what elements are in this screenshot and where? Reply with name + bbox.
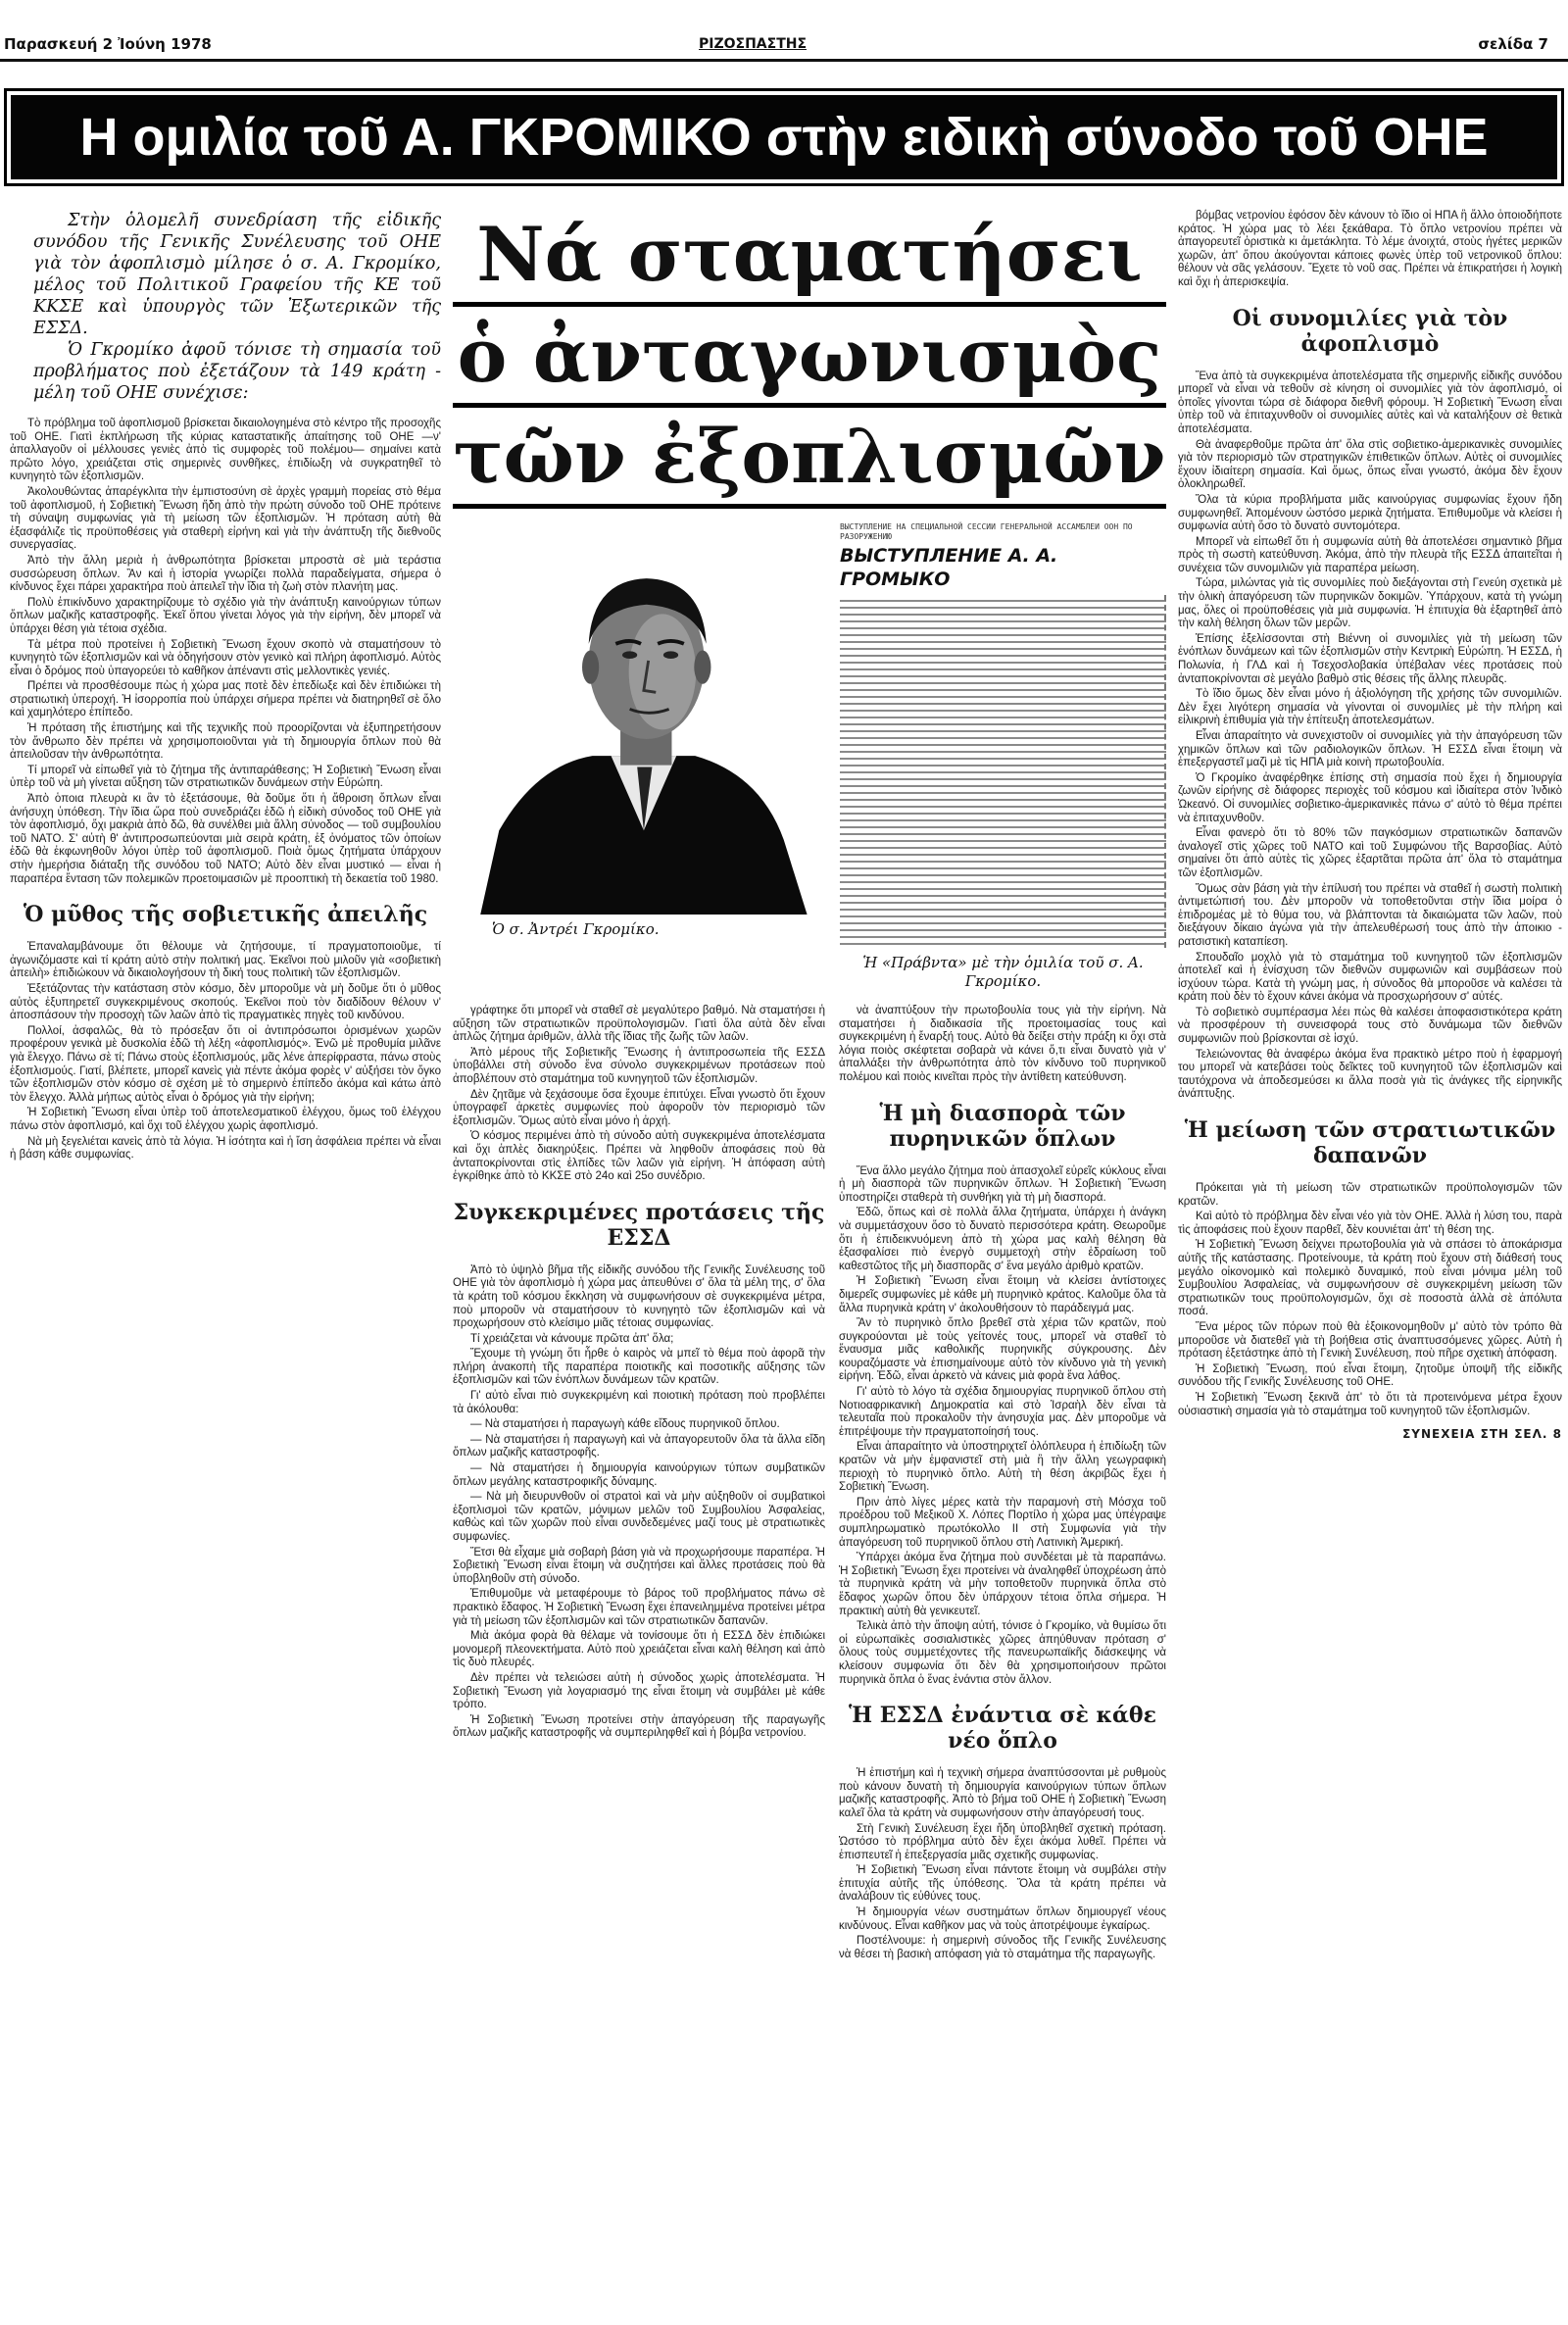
portrait-photo [453,522,830,991]
article-paragraph: Ὅμως σὰν βάση γιὰ τὴν ἐπίλυσή του πρέπει νὰ σταθεῖ ἡ σωστὴ πολιτικὴ ἀντιμετώπισή του. Δὲν μποροῦν νὰ τοποθετοῦνται στὴν ἴδια μοίρα ὁ ἐπιδρομέας μὲ τὸ θύμα του, νὰ βλάπτονται τὰ δικαιώματα τῶν λαῶν, ποὺ διεξάγουν δίκαιο ἀγώνα γιὰ τὴν ἀπελευθέρωσή τους ἀπὸ τὴν ἀποικιο - ρατσιστικὴ καταπίεση. [1178,882,1562,948]
article-paragraph: Ἡ Σοβιετικὴ Ἕνωση προτείνει στὴν ἀπαγόρευση τῆς παραγωγῆς ὅπλων μαζικῆς καταστροφῆς νὰ συμπεριληφθεῖ καὶ ἡ βόμβα νετρονίου. [453,1713,825,1740]
article-paragraph: Ἕνα μέρος τῶν πόρων ποὺ θὰ ἐξοικονομηθοῦν μ' αὐτὸ τὸν τρόπο θὰ μποροῦσε νὰ διατεθεῖ γιὰ τὴ βοήθεια στὶς ἀναπτυσσόμενες χῶρες. Αὐτὴ ἡ πρόταση ἐξετάστηκε ἀπὸ τὴ Γενικὴ Συνέλευση, ποὺ πῆρε σχετικὴ ἀπόφαση. [1178,1320,1562,1360]
continued-on-page-link[interactable]: ΣΥΝΕΧΕΙΑ ΣΤΗ ΣΕΛ. 8 [1402,1427,1562,1442]
article-paragraph: Ἡ δημιουργία νέων συστημάτων ὅπλων δημιουργεῖ νέους κινδύνους. Εἶναι καθῆκον μας νὰ τοὺς ἀποτρέψουμε ἐγκαίρως. [839,1906,1166,1932]
column-4 [1178,210,1562,1442]
article-paragraph: Δὲν πρέπει νὰ τελειώσει αὐτὴ ἡ σύνοδος χωρὶς ἀποτελέσματα. Ἡ Σοβιετικὴ Ἕνωση γιὰ λογαριασμό της εἶναι ἕτοιμη νὰ συμβάλει μὲ κάθε τρόπο. [453,1671,825,1711]
article-paragraph: νὰ ἀναπτύξουν τὴν πρωτοβουλία τους γιὰ τὴν εἰρήνη. Νὰ σταματήσει ἡ διαδικασία τῆς προετοιμασίας τους καὶ συγκεκριμένη ἡ ἔναρξή τους. Αὐτὸ θὰ δείξει στὴν πράξη κι ὄχι στὰ λόγια ποιὸς σκέφτεται σοβαρὰ νὰ κάνει ὅ,τι εἶναι δυνατὸ γιὰ ν' ἀπαλλάξει τὴν ἀνθρωπότητα ἀπὸ τὸν κίνδυνο τοῦ πυρηνικοῦ πολέμου καὶ ποιὸς κινεῖται πρὸς τὴν ἀντίθετη κατεύθυνση. [839,1005,1166,1083]
article-paragraph: Ὁ Γκρομίκο ἀναφέρθηκε ἐπίσης στὴ σημασία ποὺ ἔχει ἡ δημιουργία ζωνῶν εἰρήνης σὲ διάφορες περιοχὲς τοῦ κόσμου καὶ ἰδιαίτερα στὸν Ἰνδικὸ Ὠκεανό. Οἱ συνομιλίες σοβιετικο-ἀμερικανικὲς πάνω σ' αὐτὸ τὸ θέμα πρέπει νὰ ἐπιταχυνθοῦν. [1178,771,1562,824]
article-paragraph: γράφτηκε ὅτι μπορεῖ νὰ σταθεῖ σὲ μεγαλύτερο βαθμό. Νὰ σταματήσει ἡ αὔξηση τῶν στρατιωτικῶν προϋπολογισμῶν. Γιατὶ ὅλα αὐτὰ δὲν εἶναι ἁπλῶς ζήτημα ἀριθμῶν, ἀλλὰ τῆς ἴδιας τῆς ζωῆς τῶν λαῶν. [453,1005,825,1044]
article-paragraph: Νὰ μὴ ξεγελιέται κανεὶς ἀπὸ τὰ λόγια. Ἡ ἰσότητα καὶ ἡ ἴση ἀσφάλεια πρέπει νὰ εἶναι ἡ βάση κάθε συμφωνίας. [10,1135,441,1162]
article-paragraph: Ἕνα ἄλλο μεγάλο ζήτημα ποὺ ἀπασχολεῖ εὐρεῖς κύκλους εἶναι ἡ μὴ διασπορὰ τῶν πυρηνικῶν ὅπλων. Ἡ Σοβιετικὴ Ἕνωση ὑποστηρίζει σταθερὰ τὴ συνθήκη γιὰ τὴ μὴ διασπορά. [839,1164,1166,1204]
article-paragraph: Πολλοί, ἀσφαλῶς, θὰ τὸ πρόσεξαν ὅτι οἱ ἀντιπρόσωποι ὁρισμένων χωρῶν προφέρουν γενικὰ μὲ δυσκολία ἐδῶ τὴ λέξη «ἀφοπλισμός». Ἐνῶ μὲ προθυμία μιλᾶνε γιὰ ἔλεγχο. Πάνω σὲ τί; Πάνω στοὺς ἐξοπλισμούς, μᾶς λένε ἀπερίφραστα, πάνω στοὺς ἐξοπλισμούς. Γιατί, βλέπετε, μπορεῖ κανεὶς γιὰ πέντε ἀκόμα φορὲς ν' αὐξήσει τὸν ὄγκο τῶν ἐξοπλισμῶν στὸν κόσμο σὲ σχέση μὲ τὸ σημερινὸ ἐπίπεδο ἀκόμα καὶ κάτω ἀπὸ τὸν ἔλεγχο. Ἀλλὰ μήπως αὐτὸς εἶναι ὁ δρόμος γιὰ τὴν εἰρήνη; [10,1024,441,1104]
article-paragraph: Μπορεῖ νὰ εἰπωθεῖ ὅτι ἡ συμφωνία αὐτὴ θὰ ἀποτελέσει σημαντικὸ βῆμα πρὸς τὴ σωστὴ κατεύθυνση. Ἀκόμα, ἀπὸ τὴν πλευρὰ τῆς ΕΣΣΔ ἀπαιτεῖται ἡ συνέχεια τῶν συνομιλιῶν γιὰ παραπέρα μείωση. [1178,535,1562,574]
headline-line: τῶν ἐξοπλισμῶν [453,413,1166,500]
masthead [0,29,1568,69]
subheading-soviet-threat-myth: Ὁ μῦθος τῆς σοβιετικῆς ἀπειλῆς [23,902,428,928]
article-paragraph: Πρέπει νὰ προσθέσουμε πὼς ἡ χώρα μας ποτὲ δὲν ἐπεδίωξε καὶ δὲν ἐπιδιώκει τὴ στρατιωτικὴ ὑπεροχή. Ἡ ἰσορροπία ποὺ ὑπάρχει σήμερα πρέπει νὰ διατηρηθεῖ σὲ ὅλο καὶ χαμηλότερο ἐπίπεδο. [10,680,441,719]
subheading-military-spending-cut: Ἡ μείωση τῶν στρατιωτικῶν δαπανῶν [1184,1117,1556,1169]
column-1-body [10,418,441,886]
subheading-against-new-weapons: Ἡ ΕΣΣΔ ἐνάντια σὲ κάθε νέο ὅπλο [849,1703,1156,1755]
article-paragraph: Τελικὰ ἀπὸ τὴν ἄποψη αὐτή, τόνισε ὁ Γκρομίκο, νὰ θυμίσω ὅτι οἱ εὐρωπαϊκὲς σοσιαλιστικὲς χῶρες ἀπηύθυναν πρόταση σ' ὅλους τοὺς συμμετέχοντες τῆς πανευρωπαϊκῆς διάσκεψης νὰ κλείσουν συμφωνία ὅτι δὲν θὰ χρησιμοποιήσουν πρῶτοι πυρηνικὰ ὅπλα ὁ ἕνας ἐνάντια στὸν ἄλλον. [839,1620,1166,1686]
article-paragraph: — Νὰ σταματήσει ἡ παραγωγὴ κάθε εἴδους πυρηνικοῦ ὅπλου. [470,1418,780,1431]
photo-caption: Ὁ σ. Ἀντρέι Γκρομίκο. [492,920,660,938]
column-2 [453,1005,825,1963]
page-columns [0,186,1568,1963]
article-paragraph: Ἐδῶ, ὅπως καὶ σὲ πολλὰ ἄλλα ζητήματα, ὑπάρχει ἡ ἀνάγκη νὰ συμμετάσχουν ὅσο τὸ δυνατὸ περισσότερα κράτη. Θεωροῦμε ὅτι ἡ ἐπιδεικνυόμενη ἀπὸ τὴ χώρα μας καλὴ θέληση θὰ ἐξασφαλίσει πιὸ ἐνεργὸ συμμετοχὴ στὴν ἑδραίωση τοῦ καθεστῶτος τῆς μὴ διασπορᾶς σ' ἕνα μεγάλο ἀριθμὸ κρατῶν. [839,1207,1166,1272]
article-paragraph: Ἡ Σοβιετικὴ Ἕνωση εἶναι πάντοτε ἕτοιμη νὰ συμβάλει στὴν ἐπιτυχία αὐτῆς τῆς ὑπόθεσης. Ὅλα τὰ κράτη πρέπει νὰ ἀναλάβουν τὶς εὐθύνες τους. [839,1864,1166,1904]
article-paragraph: Τώρα, μιλώντας γιὰ τὶς συνομιλίες ποὺ διεξάγονται στὴ Γενεύη σχετικὰ μὲ τὴν ὁλικὴ ἀπαγόρευση τῶν πυρηνικῶν δοκιμῶν. Ὑπάρχουν, κατὰ τὴ γνώμη μας, ὅλες οἱ προϋποθέσεις γιὰ μιὰ συμφωνία. Ἡ ἐπιτυχία θὰ ἐξαρτηθεῖ ἀπὸ τὴν καλὴ θέληση ὅλων τῶν μερῶν. [1178,577,1562,630]
column-1 [10,418,441,1162]
column-2-body [453,1005,825,1184]
article-paragraph: Εἶναι ἀπαραίτητο νὰ ὑποστηριχτεῖ ὁλόπλευρα ἡ ἐπιδίωξη τῶν κρατῶν νὰ μὴν ἐμφανιστεῖ στὴ μιὰ ἢ τὴν ἄλλη γεωγραφικὴ περιοχὴ τὸ πυρηνικὸ ὅπλο. Αὐτὴ τὴ θέση ἀκριβῶς ἔχει ἡ Σοβιετικὴ Ἕνωση. [839,1441,1166,1494]
article-paragraph: Τὸ πρόβλημα τοῦ ἀφοπλισμοῦ βρίσκεται δικαιολογημένα στὸ κέντρο τῆς προσοχῆς τοῦ ΟΗΕ. Γιατὶ ἐκπλήρωση τῆς κύριας καταστατικῆς ἀπαίτησης τοῦ ΟΗΕ —ν' ἀπαλλαγοῦν οἱ μέλλουσες γενιὲς ἀπὸ τὶς συμφορὲς τοῦ πολέμου— σημαίνει κατὰ πρῶτο λόγο, χρειάζεται στὶς σημερινὲς συνθῆκες, ἐπιδίωξη νὰ συγκρατηθεῖ τὸ κυνηγητὸ τῶν ἐξοπλισμῶν. [10,418,441,483]
column-3 [839,1005,1166,1963]
article-paragraph: Ἡ ἐπιστήμη καὶ ἡ τεχνικὴ σήμερα ἀναπτύσσονται μὲ ρυθμοὺς ποὺ κάνουν δυνατὴ τὴ δημιουργία καινούργιων τύπων ὅπλων μαζικῆς καταστροφῆς. Ἀπὸ τὸ βήμα τοῦ ΟΗΕ ἡ Σοβιετικὴ Ἕνωση καλεῖ ὅλα τὰ κράτη νὰ συμφωνήσουν στὴν ἀπαγόρευσή τους. [839,1767,1166,1819]
subheading-non-proliferation: Ἡ μὴ διασπορὰ τῶν πυρηνικῶν ὅπλων [879,1100,1126,1152]
headline-rule [453,403,1166,408]
newspaper-name: ΡΙΖΟΣΠΑΣΤΗΣ [699,36,808,52]
article-paragraph: Ὅλα τὰ κύρια προβλήματα μιᾶς καινούργιας συμφωνίας ἔχουν ἤδη συμφωνηθεῖ. Ἀπομένουν ὡστόσο μερικὰ ζητήματα. Ἐπιθυμοῦμε νὰ κλείσει ἡ συμφωνία αὐτὴ ὅσο τὸ δυνατὸ συντομότερα. [1178,493,1562,533]
article-paragraph: Εἶναι ἀπαραίτητο νὰ συνεχιστοῦν οἱ συνομιλίες γιὰ τὴν ἀπαγόρευση τῶν χημικῶν ὅπλων καὶ τῶν ραδιολογικῶν ὅπλων. Ἡ ΕΣΣΔ εἶναι ἕτοιμη νὰ ἐπεξεργαστεῖ μαζὶ μὲ τὶς ΗΠΑ μιὰ κοινὴ πρωτοβουλία. [1178,730,1562,769]
article-paragraph: Ἕνα ἀπὸ τὰ συγκεκριμένα ἀποτελέσματα τῆς σημερινῆς εἰδικῆς συνόδου μπορεῖ νὰ εἶναι νὰ τεθοῦν σὲ κίνηση οἱ συνομιλίες γιὰ τὸν ἀφοπλισμό, οἱ ὁποῖες γίνονται τώρα σὲ διάφορα διεθνῆ φόρουμ. Ἡ Σοβιετικὴ Ἕνωση εἶναι ὑπὲρ τοῦ νὰ ἐπιταχυνθοῦν οἱ συνομιλίες αὐτὲς καὶ νὰ καταλήξουν σὲ θετικὰ ἀποτελέσματα. [1178,370,1562,435]
article-paragraph: Τελειώνοντας θὰ ἀναφέρω ἀκόμα ἕνα πρακτικὸ μέτρο ποὺ ἡ ἐφαρμογή του μπορεῖ νὰ κατεβάσει τοὺς δεῖκτες τοῦ κυνηγητοῦ τῶν ἐξοπλισμῶν καὶ ταυτόχρονα νὰ ἀποδεσμεύσει κι ἄλλα ποσὰ γιὰ τὶς ἀνάγκες τῆς εἰρηνικῆς ἀνάπτυξης. [1178,1048,1562,1101]
article-paragraph: Δὲν ζητᾶμε νὰ ξεχάσουμε ὅσα ἔχουμε ἐπιτύχει. Εἶναι γνωστὸ ὅτι ἔχουν ὑπογραφεῖ ἀρκετὲς συμφωνίες ποὺ ἀφοροῦν τὸν περιορισμὸ τῶν ἐξοπλισμῶν. Ὅμως αὐτὸ εἶναι μόνο ἡ ἀρχή. [453,1088,825,1127]
portrait-image [453,522,830,915]
issue-date: Παρασκευή 2 Ἰούνη 1978 [4,35,212,53]
article-paragraph: Ἂν τὸ πυρηνικὸ ὅπλο βρεθεῖ στὰ χέρια τῶν κρατῶν, ποὺ συγκρούονται μὲ τοὺς γείτονές τους, μπορεῖ νὰ σταθεῖ τὸ ἔναυσμα μιᾶς καθολικῆς πυρηνικῆς σύγκρουσης. Δὲν κουραζόμαστε νὰ ἐπισημαίνουμε αὐτὸ τὸν κίνδυνο γιὰ τὴ γενικὴ εἰρήνη. Ἐδῶ, εἶναι ἀρκετὸ νὰ κάνεις μιὰ φορὰ ἕνα λάθος. [839,1317,1166,1383]
article-paragraph: Σπουδαῖο μοχλὸ γιὰ τὸ σταμάτημα τοῦ κυνηγητοῦ τῶν ἐξοπλισμῶν ἀποτελεῖ καὶ ἡ ἐνίσχυση τῶν διεθνῶν συμφωνιῶν καὶ συμβάσεων ποὺ ἰσχύουν τώρα. Κατὰ τὴ γνώμη μας, ἡ σύνοδος θὰ μποροῦσε νὰ καλέσει τὰ κράτη ποὺ δὲν τὸ ἔχουν κάνει ἀκόμα νὰ προσχωρήσουν σ' αὐτές. [1178,951,1562,1004]
article-paragraph: Ἐπαναλαμβάνουμε ὅτι θέλουμε νὰ ζητήσουμε, τί πραγματοποιοῦμε, τί ἀγωνιζόμαστε καὶ τί κράτη αὐτὸ στὴν πολιτική μας. Ἐκεῖνοι ποὺ μιλοῦν γιὰ «σοβιετικὴ ἀπειλὴ» ἐπιδιώκουν νὰ δικαιολογήσουν τὴ δική τους πολιτικὴ τῶν ἐξοπλισμῶν. [10,941,441,980]
article-paragraph: Ὑπάρχει ἀκόμα ἕνα ζήτημα ποὺ συνδέεται μὲ τὰ παραπάνω. Ἡ Σοβιετικὴ Ἕνωση ἔχει προτείνει νὰ ἀναληφθεῖ ὑποχρέωση ἀπὸ τὰ πυρηνικὰ κράτη νὰ μὴν τοποθετοῦν πυρηνικὰ ὅπλα στὸ ἔδαφος χωρῶν ὅπου δὲν ὑπάρχουν τέτοια ὅπλα σήμερα. Ἡ πρακτικὴ αὐτὴ θὰ γενικευτεῖ. [839,1552,1166,1617]
article-paragraph: — Νὰ σταματήσει ἡ παραγωγὴ καὶ νὰ ἀπαγορευτοῦν ὅλα τὰ ἄλλα εἴδη ὅπλων μαζικῆς καταστροφῆς. [453,1433,825,1459]
article-paragraph: Ποστέλνουμε: ἡ σημερινὴ σύνοδος τῆς Γενικῆς Συνέλευσης νὰ θέσει τὴ βασικὴ απόφαση γιὰ τὸ σταμάτημα τῆς παραγωγῆς. [839,1935,1166,1960]
banner-box [11,95,1557,179]
article-paragraph: Καὶ αὐτὸ τὸ πρόβλημα δὲν εἶναι νέο γιὰ τὸν ΟΗΕ. Ἀλλὰ ἡ λύση του, παρὰ τὶς ἀποφάσεις ποὺ ἔχουν παρθεῖ, δὲν κουνιέται ἀπ' τὴ θέση της. [1178,1211,1562,1236]
article-paragraph: Ἡ πρόταση τῆς ἐπιστήμης καὶ τῆς τεχνικῆς ποὺ προορίζονται νὰ ἐξυπηρετήσουν τὸν ἄνθρωπο δὲν πρέπει νὰ χρησιμοποιοῦνται γιὰ τὴ δημιουργία ὅπλων ποὺ θὰ ἀπειλοῦσαν τὴν ἀνθρωπότητα. [10,722,441,762]
right-column-group [1178,210,1562,1442]
lead-paragraph: Ὁ Γκρομίκο ἀφοῦ τόνισε τὴ σημασία τοῦ προβλήματος ποὺ ἐξετάζουν τὰ 149 κράτη - μέλη τοῦ ΟΗΕ συνέχισε: [33,340,441,403]
article-paragraph: Ἡ Σοβιετικὴ Ἕνωση εἶναι ἕτοιμη νὰ κλείσει ἀντίστοιχες διμερεῖς συμφωνίες μὲ κάθε μὴ πυρηνικὸ κράτος. Καλοῦμε ὅλα τὰ ἄλλα πυρηνικὰ κράτη ν' ἀκολουθήσουν τὸ παράδειγμά μας. [839,1275,1166,1314]
article-paragraph: Ἀπὸ τὸ ὑψηλὸ βῆμα τῆς εἰδικῆς συνόδου τῆς Γενικῆς Συνέλευσης τοῦ ΟΗΕ γιὰ τὸν ἀφοπλισμὸ ἡ χώρα μας ἀπευθύνει σ' ὅλα τὰ μέλη της, σ' ὅλα τὰ κράτη τοῦ κόσμου ἔκκληση νὰ συμφωνήσουν σὲ συγκεκριμένα μέτρα, ποὺ μποροῦν νὰ σταματήσουν τὸ κυνηγητὸ τῶν ἐξοπλισμῶν καὶ νὰ προχωρήσουν στὸ κλείσιμο μιᾶς τέτοιας συμφωνίας. [453,1263,825,1330]
middle-column-group [453,210,1166,1963]
article-paragraph: Τὸ σοβιετικὸ συμπέρασμα λέει πὼς θὰ καλέσει ἀποφασιστικότερα κράτη νὰ προσφέρουν τὴ συνεισφορά τους στὸ δυνάμωμα τῶν διεθνῶν συμφωνιῶν ποὺ βρίσκονται σὲ ἰσχύ. [1178,1006,1562,1046]
article-paragraph: Τὸ ἴδιο ὅμως δὲν εἶναι μόνο ἡ ἀξιολόγηση τῆς χρήσης τῶν συνομιλιῶν. Δὲν ἔχει λιγότερη σημασία νὰ γίνονται οἱ συνομιλίες μὲ τὴν πλήρη καὶ εἰλικρινὴ ἐπιθυμία γιὰ τὴν ἐπίτευξη ἀποτελεσμάτων. [1178,688,1562,727]
article-paragraph: Εἶναι φανερὸ ὅτι τὸ 80% τῶν παγκόσμιων στρατιωτικῶν δαπανῶν ἀναλογεῖ στὶς χῶρες τοῦ ΝΑΤΟ καὶ τοῦ Συμφώνου τῆς Βαρσοβίας. Αὐτὸ σημαίνει ὅτι ἀπὸ αὐτὲς τὶς χῶρες ἐξαρτᾶται πρῶτα ἀπ' ὅλα τὸ σταμάτημα τῶν ἐξοπλισμῶν. [1178,827,1562,879]
lead-paragraph: Στὴν ὁλομελῆ συνεδρίαση τῆς εἰδικῆς συνόδου τῆς Γενικῆς Συνέλευσης τοῦ ΟΗΕ γιὰ τὸν ἀφοπλισμὸ μίλησε ὁ σ. Α. Γκρομίκο, μέλος τοῦ Πολιτικοῦ Γραφείου τῆς ΚΕ τοῦ ΚΚΣΕ καὶ ὑπουργὸς τῶν Ἐξωτερικῶν τῆς ΕΣΣΔ. [33,211,441,338]
article-paragraph: Μιὰ ἀκόμα φορὰ θὰ θέλαμε νὰ τονίσουμε ὅτι ἡ ΕΣΣΔ δὲν ἐπιδιώκει μονομερῆ πλεονεκτήματα. Αὐτὸ ποὺ χρειάζεται εἶναι καλὴ θέληση καὶ ἀπὸ τὶς δυὸ πλευρές. [453,1630,825,1669]
left-column-group [10,210,441,1164]
headline-line: Νά σταματήσει [476,211,1143,298]
headline-rule [453,302,1166,307]
article-paragraph: Ἡ Σοβιετικὴ Ἕνωση εἶναι ὑπὲρ τοῦ ἀποτελεσματικοῦ ἐλέγχου, ὅμως τοῦ ἐλέγχου πάνω στὸν ἀφοπλισμό, καὶ ὄχι τοῦ ἐλέγχου χωρὶς ἀφοπλισμό. [10,1107,441,1132]
article-paragraph: Πολὺ ἐπικίνδυνο χαρακτηρίζουμε τὸ σχέδιο γιὰ τὴν ἀνάπτυξη καινούργιων τύπων ὅπλων μαζικῆς καταστροφῆς. Ἐκεῖ ὅπου γίνεται λόγος γιὰ τὴν εἰρήνη, δὲν μπορεῖ νὰ ὑπάρχει θέση γιὰ τέτοια σχέδια. [10,596,441,635]
article-paragraph: — Νὰ σταματήσει ἡ δημιουργία καινούργιων τύπων συμβατικῶν ὅπλων μεγάλης καταστροφικῆς δύναμης. [453,1462,825,1488]
article-paragraph: Τί χρειάζεται νὰ κάνουμε πρῶτα ἀπ' ὅλα; [470,1332,674,1345]
banner-title: Η ομιλία τοῦ Α. ΓΚΡΟΜΙΚΟ στὴν ειδικὴ σύνοδο τοῦ ΟΗΕ [79,108,1489,167]
banner [4,88,1564,186]
clipping-text-block [840,595,1166,948]
clipping-caption: Ἡ «Πράβντα» μὲ τὴν ὁμιλία τοῦ σ. Α. Γκρομίκο. [862,954,1144,990]
lead-intro [10,210,441,404]
article-paragraph: Ἔχουμε τὴ γνώμη ὅτι ἦρθε ὁ καιρὸς νὰ μπεῖ τὸ θέμα ποὺ ἀφορᾶ τὴν πλήρη ἀνακοπὴ τῆς παραπέρα ποιοτικῆς καὶ ποσοτικῆς αὔξησης τῶν ἐξοπλισμῶν καὶ τῶν ἐνόπλων δυνάμεων τῶν κρατῶν. [453,1348,825,1387]
column-1-body-after [10,941,441,1162]
article-paragraph: Ἡ Σοβιετικὴ Ἕνωση ξεκινᾶ ἀπ' τὸ ὅτι τὰ προτεινόμενα μέτρα ἔχουν οὐσιαστικὴ σημασία γιὰ τὸ σταμάτημα τοῦ κυνηγητοῦ τῶν ἐξοπλισμῶν. [1178,1391,1562,1417]
middle-text-columns [453,1005,1166,1963]
main-headline [453,210,1166,509]
clipping-kicker: ВЫСТУПЛЕНИЕ НА СПЕЦИАЛЬНОЙ СЕССИИ ГЕНЕРАЛЬНОЙ АССАМБЛЕИ ООН ПО РАЗОРУЖЕНИЮ [840,522,1133,541]
article-paragraph: Ἔτσι θὰ εἶχαμε μιὰ σοβαρὴ βάση γιὰ νὰ προχωρήσουμε παραπέρα. Ἡ Σοβιετικὴ Ἕνωση εἶναι ἕτοιμη νὰ συζητήσει καὶ ἄλλες προτάσεις ποὺ θὰ ὑποβληθοῦν στὴ σύνοδο. [453,1546,825,1585]
article-paragraph: βόμβας νετρονίου ἐφόσον δὲν κάνουν τὸ ἴδιο οἱ ΗΠΑ ἢ ἄλλο ὁποιοδήποτε κράτος. Ἡ χώρα μας τὸ λέει ξεκάθαρα. Τὸ ὅπλο νετρονίου πρέπει νὰ ἀπαγορευτεῖ ὁριστικὰ κι ἀμετάκλητα. Τὸ λέμε ἀνοιχτά, στοὺς ἡγέτες μερικῶν χωρῶν, ἀπ' ὅπου ἀκούγονται κάποιες φωνὲς ὑπὲρ τοῦ νετρονικοῦ ὅπλου: θέλουν νὰ σᾶς γελάσουν. Ἔχετε τὸ νοῦ σας. Πρέπει νὰ ἐπικρατήσει ἡ λογικὴ καὶ ὄχι ἡ ἀπερισκεψία. [1178,210,1562,288]
column-4-body-after-2 [1178,1182,1562,1418]
column-3-body-after [839,1165,1166,1688]
article-paragraph: Θὰ ἀναφερθοῦμε πρῶτα ἀπ' ὅλα στὶς σοβιετικο-ἀμερικανικὲς συνομιλίες γιὰ τὸν περιορισμὸ τῶν στρατηγικῶν ἐπιθετικῶν ὅπλων. Αὐτὲς οἱ συνομιλίες ἔχουν ἰδιαίτερη σημασία. Καὶ ὅμως, ὅπως εἶναι γνωστό, ἀκόμα δὲν ἔχουν ὁλοκληρωθεῖ. [1178,438,1562,491]
subheading-disarmament-talks: Οἱ συνομιλίες γιὰ τὸν ἀφοπλισμὸ [1232,305,1508,357]
page-number: σελίδα 7 [1478,35,1548,53]
article-paragraph: Ἡ Σοβιετικὴ Ἕνωση δείχνει πρωτοβουλία γιὰ νὰ σπάσει τὸ ἀποκάρισμα αὐτῆς τῆς κατάστασης. Προτείνουμε, τὰ κράτη ποὺ ἔχουν στὴ διάθεσή τους μεγάλο οἰκονομικὸ καὶ πολεμικὸ δυναμικό, ποὺ εἶναι μόνιμα μέλη τοῦ Συμβουλίου Ἀσφαλείας, νὰ συμφωνήσουν σὲ συγκεκριμένη μείωση τῶν στρατιωτικῶν τους προϋπολογισμῶν, ὄχι σὲ ποσοστὰ ἀλλὰ σὲ ἀπόλυτα ποσά. [1178,1239,1562,1318]
article-paragraph: Τί μπορεῖ νὰ εἰπωθεῖ γιὰ τὸ ζήτημα τῆς ἀντιπαράθεσης; Ἡ Σοβιετικὴ Ἕνωση εἶναι ὑπὲρ τοῦ νὰ μὴ γίνεται αὔξηση τῶν στρατιωτικῶν δυνάμεων στὴν Εὐρώπη. [10,764,441,790]
pravda-clipping [840,522,1166,991]
article-paragraph: Τὰ μέτρα ποὺ προτείνει ἡ Σοβιετικὴ Ἕνωση ἔχουν σκοπὸ νὰ σταματήσουν τὸ κυνηγητὸ τῶν ἐξοπλισμῶν καὶ νὰ ὁδηγήσουν στὸν γενικὸ καὶ πλήρη ἀφοπλισμό. Αὐτὸς εἶναι ὁ δρόμος ποὺ ὑπαγορεύει τὸ καθῆκον ἀπέναντι στὶς μελλοντικὲς γενιές. [10,638,441,677]
article-paragraph: Ἐξετάζοντας τὴν κατάσταση στὸν κόσμο, δὲν μποροῦμε νὰ μὴ δοῦμε ὅτι ὁ μῦθος αὐτὸς ἐξυπηρετεῖ συγκεκριμένους σκοπούς. Ἐκεῖνοι ποὺ τὸν διαδίδουν θέλουν ν' ἀποσπάσουν τὴν προσοχὴ τῶν λαῶν ἀπὸ τὶς πραγματικὲς πηγὲς τοῦ κινδύνου. [10,982,441,1022]
article-paragraph: Ἀπὸ τὴν ἄλλη μεριὰ ἡ ἀνθρωπότητα βρίσκεται μπροστὰ σὲ μιὰ τεράστια συσσώρευση ὅπλων. Ἂν καὶ ἡ ἱστορία γνωρίζει πολλὰ παραδείγματα, σήμερα ὁ κίνδυνος ἔχει πάρει χαρακτήρα ποὺ ἀπειλεῖ τὴν ἴδια τὴ ζωὴ στὸν πλανήτη μας. [10,554,441,594]
article-paragraph: Στὴ Γενικὴ Συνέλευση ἔχει ἤδη ὑποβληθεῖ σχετικὴ πρόταση. Ὡστόσο τὸ πρόβλημα αὐτὸ δὲν ἔχει ἀκόμα λυθεῖ. Πρέπει νὰ ἐπισπευτεῖ ἡ ἐπεξεργασία μιᾶς σχετικῆς συμφωνίας. [839,1822,1166,1861]
article-paragraph: Πριν ἀπὸ λίγες μέρες κατὰ τὴν παραμονὴ στὴ Μόσχα τοῦ προέδρου τοῦ Μεξικοῦ Χ. Λόπες Πορτίλο ἡ χώρα μας ὑπέγραψε συμπληρωματικὸ πρωτόκολλο ΙΙ στὴ Συμφωνία γιὰ τὴν ἀπαγόρευση τοῦ πυρηνικοῦ ὅπλου στὴ Λατινικὴ Ἀμερική. [839,1496,1166,1549]
article-paragraph: Ἐπιθυμοῦμε νὰ μεταφέρουμε τὸ βάρος τοῦ προβλήματος πάνω σὲ πρακτικὸ ἔδαφος. Ἡ Σοβιετικὴ Ἕνωση ἔχει ἐπανειλημμένα προτείνει μέτρα γιὰ τὴ μείωση τῶν ἐξοπλισμῶν καὶ τῶν στρατιωτικῶν δαπανῶν. [453,1588,825,1627]
headline-line: ὁ ἀνταγωνισμὸς [457,312,1162,399]
article-paragraph: Ἡ Σοβιετικὴ Ἕνωση, πού εἶναι ἕτοιμη, ζητοῦμε ὑποψῆ τῆς εἰδικῆς συνόδου τῆς Γενικῆς Συνέλευσης τοῦ ΟΗΕ. [1178,1362,1562,1389]
column-4-body-after [1178,371,1562,1102]
column-4-body [1178,210,1562,290]
article-paragraph: Ἀπὸ μέρους τῆς Σοβιετικῆς Ἕνωσης ἡ ἀντιπροσωπεία τῆς ΕΣΣΔ ὑποβάλλει στὴ σύνοδο ἕνα σύνολο συγκεκριμένων προτάσεων ποὺ ἀποβλέπουν στὸ σταμάτημα τοῦ κυνηγητοῦ τῶν ἐξοπλισμῶν. [453,1046,825,1085]
column-3-body [839,1005,1166,1085]
article-paragraph: Ὁ κόσμος περιμένει ἀπὸ τὴ σύνοδο αὐτὴ συγκεκριμένα ἀποτελέσματα καὶ ὄχι ἁπλὲς διακηρύξεις. Πρέπει νὰ ληφθοῦν ἀποφάσεις ποὺ θὰ ἀνταποκρίνονται στὶς ἐλπίδες τῶν λαῶν γιὰ εἰρήνη. Ἡ ἀπόφαση αὐτὴ ἐγκρίθηκε ἀπὸ τὸ ΚΚΣΕ στὸ 24ο καὶ 25ο συνέδριο. [453,1130,825,1183]
article-paragraph: Ἐπίσης ἐξελίσσονται στὴ Βιέννη οἱ συνομιλίες γιὰ τὴ μείωση τῶν ἐνόπλων δυνάμεων καὶ τῶν ἐξοπλισμῶν στὴν Κεντρικὴ Εὐρώπη. Ἡ ΕΣΣΔ, ἡ Πολωνία, ἡ ΓΛΔ καὶ ἡ Τσεχοσλοβακία ὑπέβαλαν νέες προτάσεις ποὺ ἀνταποκρίνονται σὲ μεγάλο βαθμὸ στὶς θέσεις τῆς ἄλλης πλευρᾶς. [1178,632,1562,685]
article-paragraph: Ἀκολουθώντας ἀπαρέγκλιτα τὴν ἐμπιστοσύνη σὲ ἀρχὲς γραμμὴ πορείας στὸ θέμα τοῦ ἀφοπλισμοῦ, ἡ Σοβιετικὴ Ἕνωση ἤδη ἀπὸ τὴν πρώτη σύνοδο τοῦ ΟΗΕ πρότεινε τὴ σύναψη συμφωνίας γιὰ τὴ μείωση τῶν ἐξοπλισμῶν. Ἡ πρόταση αὐτὴ θὰ ἐξασφάλιζε τὶς προϋποθέσεις γιὰ σταθερὴ εἰρήνη καὶ γιὰ τὴν ἀνάπτυξη τῆς διεθνοῦς συνεργασίας. [10,485,441,552]
column-2-body-after [453,1264,825,1741]
clipping-title: ВЫСТУПЛЕНИЕ А. А. ГРОМЫКО [840,545,1058,590]
masthead-rule [0,59,1568,62]
headline-rule [453,504,1166,509]
article-paragraph: Γι' αὐτὸ εἶναι πιὸ συγκεκριμένη καὶ ποιοτικὴ πρόταση ποὺ προβλέπει τὰ ἀκόλουθα: [453,1390,825,1415]
article-paragraph: Ἀπὸ ὁποια πλευρὰ κι ἂν τὸ ἐξετάσουμε, θὰ δοῦμε ὅτι ἡ ἄθροιση ὅπλων εἶναι ἀνήσυχη ὑπόθεση. Τὴν ἴδια ὥρα ποὺ συνεδριάζει ἐδῶ ἡ εἰδικὴ σύνοδος τοῦ ΟΗΕ γιὰ τὸν ἀφοπλισμό, ὄχι μακριὰ ἀπὸ δῶ, θὰ συνέλθει μιὰ ἄλλη σύνοδος — τοῦ συμβουλίου τοῦ ΝΑΤΟ. Σ' αὐτὴ θ' ἀντιπροσωπεύονται μιὰ σειρὰ κράτη, ἐξ ὀνόματος τῶν ὁποίων ἐδῶ θὰ ἐκφωνηθοῦν λόγοι ὑπὲρ τοῦ ἀφοπλισμοῦ. Ποιὰ ὅμως ζητήματα ὑπάρχουν στὴν ἡμερήσια διάταξη τῆς συνόδου τοῦ ΝΑΤΟ; Αὐτὸ δὲν εἶναι μυστικό — εἶναι ἡ παραπέρα ἔνταση τῶν πολεμικῶν προετοιμασιῶν μὲ προοπτικὴ τὴ δεκαετία τοῦ 1980. [10,793,441,885]
column-3-body-after-2 [839,1767,1166,1961]
article-paragraph: Γι' αὐτὸ τὸ λόγο τὰ σχέδια δημιουργίας πυρηνικοῦ ὅπλου στὴ Νοτιοαφρικανικὴ Δημοκρατία καὶ στὸ Ἰσραὴλ δὲν εἶναι τὰ τελευταῖα ποὺ προκαλοῦν τὴν ἀνησυχία μας. Δὲν μποροῦμε νὰ ἐπιτρέψουμε τὴν πραγματοποίησή τους. [839,1386,1166,1438]
article-paragraph: Πρόκειται γιὰ τὴ μείωση τῶν στρατιωτικῶν προϋπολογισμῶν τῶν κρατῶν. [1178,1182,1562,1208]
article-paragraph: — Νὰ μὴ διευρυνθοῦν οἱ στρατοὶ καὶ νὰ μὴν αὐξηθοῦν οἱ συμβατικοὶ ἐξοπλισμοὶ τῶν κρατῶν, μόνιμων μελῶν τοῦ Συμβουλίου Ἀσφαλείας, καθὼς καὶ τῶν χωρῶν ποὺ εἶναι συνδεδεμένες μαζί τους μὲ στρατιωτικὲς συμφωνίες. [453,1491,825,1543]
subheading-concrete-proposals: Συγκεκριμένες προτάσεις τῆς ΕΣΣΔ [453,1199,825,1251]
media-row [453,522,1166,991]
